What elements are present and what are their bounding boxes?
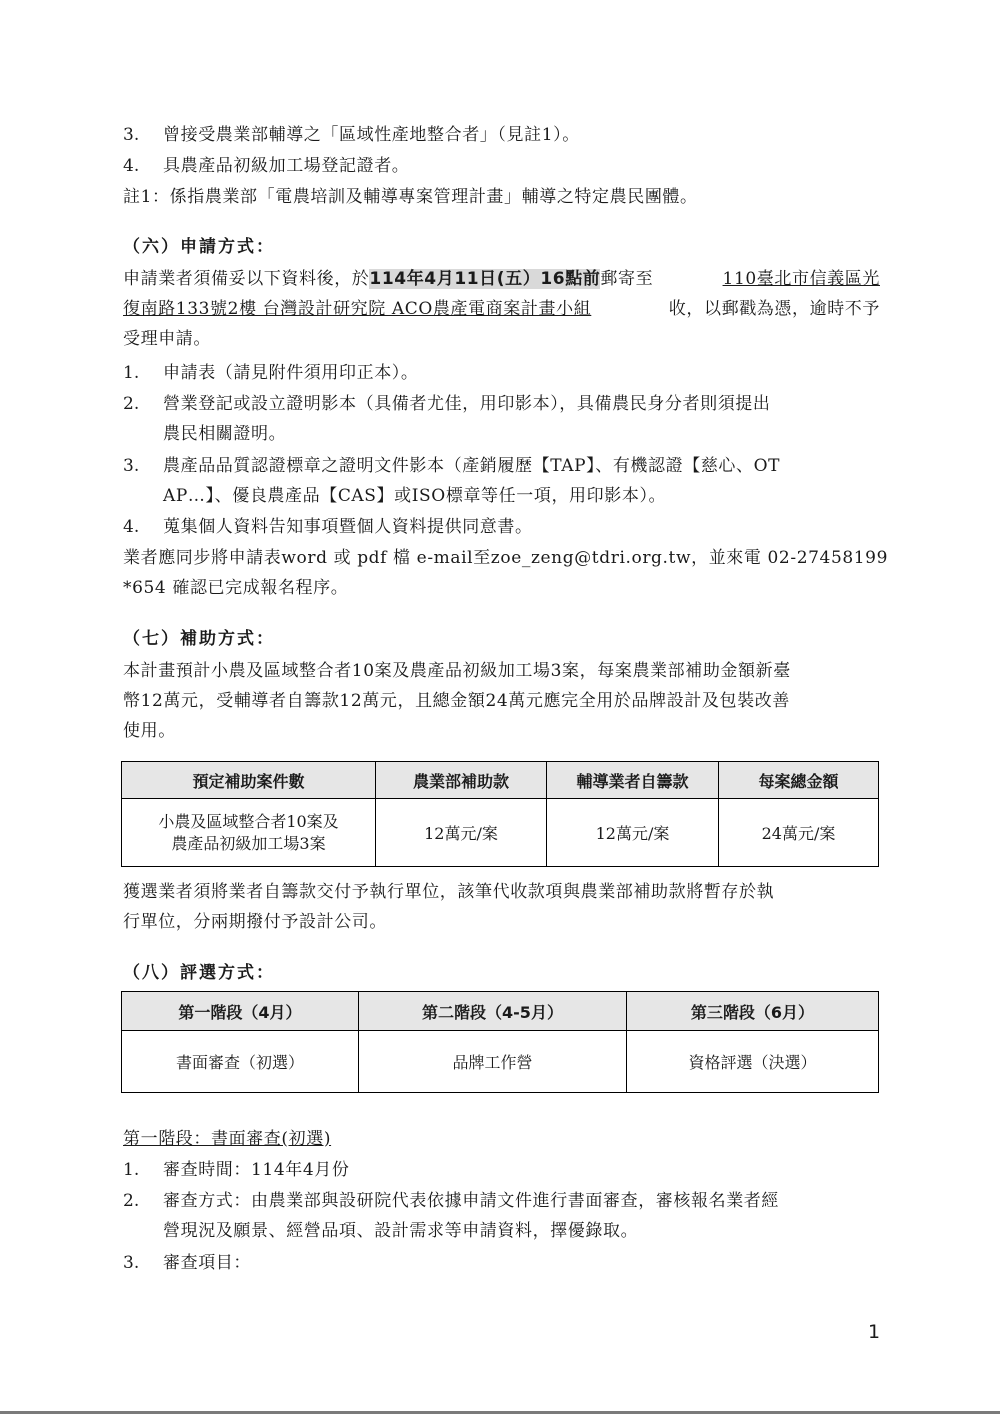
table-header: 輔導業者自籌款	[547, 762, 719, 799]
table-header: 第三階段（6月）	[627, 992, 879, 1031]
section-heading: （八）評選方式：	[123, 963, 275, 983]
paragraph-line: 行單位，分兩期撥付予設計公司。	[123, 912, 387, 932]
paragraph-line: 本計畫預計小農及區域整合者10案及農產品初級加工場3案，每案農業部補助金額新臺	[123, 661, 791, 681]
list-item-text: 農民相關證明。	[163, 424, 287, 444]
table-cell: 資格評選（決選）	[627, 1031, 879, 1093]
page-number: 1	[868, 1321, 881, 1343]
list-item-text: 審查項目：	[163, 1253, 251, 1273]
table-cell: 12萬元/案	[376, 799, 547, 867]
table-cell: 品牌工作營	[359, 1031, 627, 1093]
list-number: 2.	[123, 394, 140, 414]
table-cell: 12萬元/案	[547, 799, 719, 867]
table-header: 預定補助案件數	[122, 762, 376, 799]
paragraph-line: 獲選業者須將業者自籌款交付予執行單位，該筆代收款項與農業部補助款將暫存於執	[123, 882, 775, 902]
cell-line: 小農及區域整合者10案及	[158, 811, 339, 831]
section-heading: （七）補助方式：	[123, 629, 275, 649]
list-item-text: 審查時間：114年4月份	[163, 1160, 350, 1180]
paragraph-line	[123, 268, 880, 290]
section-heading: （六）申請方式：	[123, 237, 275, 257]
list-number: 1.	[123, 1160, 140, 1180]
footnote: 註1：係指農業部「電農培訓及輔導專案管理計畫」輔導之特定農民團體。	[123, 187, 698, 207]
list-number: 4.	[123, 156, 140, 176]
list-item-text: 蒐集個人資料告知事項暨個人資料提供同意書。	[163, 517, 533, 537]
list-number: 4.	[123, 517, 140, 537]
list-number: 3.	[123, 1253, 140, 1273]
address: 復南路133號2樓 台灣設計研究院 ACO農產電商案計畫小組	[123, 299, 592, 319]
contact-text: 業者應同步將申請表word 或 pdf 檔 e-mail至zoe_zeng@tdri.org.tw，並來電 02-27458199	[123, 548, 889, 568]
table-header: 第一階段（4月）	[122, 992, 359, 1031]
paragraph-line	[123, 547, 889, 569]
page-bottom-divider	[0, 1411, 1000, 1414]
cell-line: 農產品初級加工場3案	[171, 833, 326, 853]
table-cell: 書面審查（初選）	[122, 1031, 359, 1093]
list-number: 3.	[123, 125, 140, 145]
list-item-text: 具農產品初級加工場登記證者。	[163, 156, 410, 176]
table-header: 每案總金額	[719, 762, 879, 799]
list-item-text: 申請表（請見附件須用印正本）。	[163, 363, 419, 383]
deadline-highlight: 114年4月11日(五）16點前	[369, 269, 601, 289]
table-cell	[122, 799, 376, 867]
list-item-text: 曾接受農業部輔導之「區域性產地整合者」（見註1）。	[163, 125, 580, 145]
paragraph-line: 受理申請。	[123, 329, 211, 349]
paragraph-line: *654 確認已完成報名程序。	[123, 578, 349, 598]
list-number: 3.	[123, 456, 140, 476]
text: 郵寄至	[600, 269, 654, 289]
selection-table	[121, 991, 879, 1093]
subsidy-table	[121, 761, 879, 867]
list-number: 2.	[123, 1191, 140, 1211]
table-header: 農業部補助款	[376, 762, 547, 799]
list-item-text: AP…】、優良農產品【CAS】或ISO標章等任一項，用印影本）。	[163, 486, 667, 506]
table-header: 第二階段（4-5月）	[359, 992, 627, 1031]
paragraph-line: 使用。	[123, 721, 176, 741]
list-number: 1.	[123, 363, 140, 383]
table-cell: 24萬元/案	[719, 799, 879, 867]
list-item-text: 農產品品質認證標章之證明文件影本（產銷履歷【TAP】、有機認證【慈心、OT	[163, 456, 781, 476]
paragraph-line: 幣12萬元，受輔導者自籌款12萬元，且總金額24萬元應完全用於品牌設計及包裝改善	[123, 691, 790, 711]
list-item-text: 審查方式：由農業部與設研院代表依據申請文件進行書面審查，審核報名業者經	[163, 1191, 779, 1211]
text: 收，以郵戳為憑，逾時不予	[668, 299, 880, 319]
list-item-text: 營業登記或設立證明影本（具備者尤佳，用印影本），具備農民身分者則須提出	[163, 394, 771, 414]
text: 申請業者須備妥以下資料後，於	[123, 269, 370, 289]
subsection-title: 第一階段：書面審查(初選)	[123, 1129, 332, 1149]
paragraph-line	[123, 298, 880, 320]
address: 110臺北市信義區光	[722, 269, 880, 289]
list-item-text: 營現況及願景、經營品項、設計需求等申請資料，擇優錄取。	[163, 1221, 639, 1241]
